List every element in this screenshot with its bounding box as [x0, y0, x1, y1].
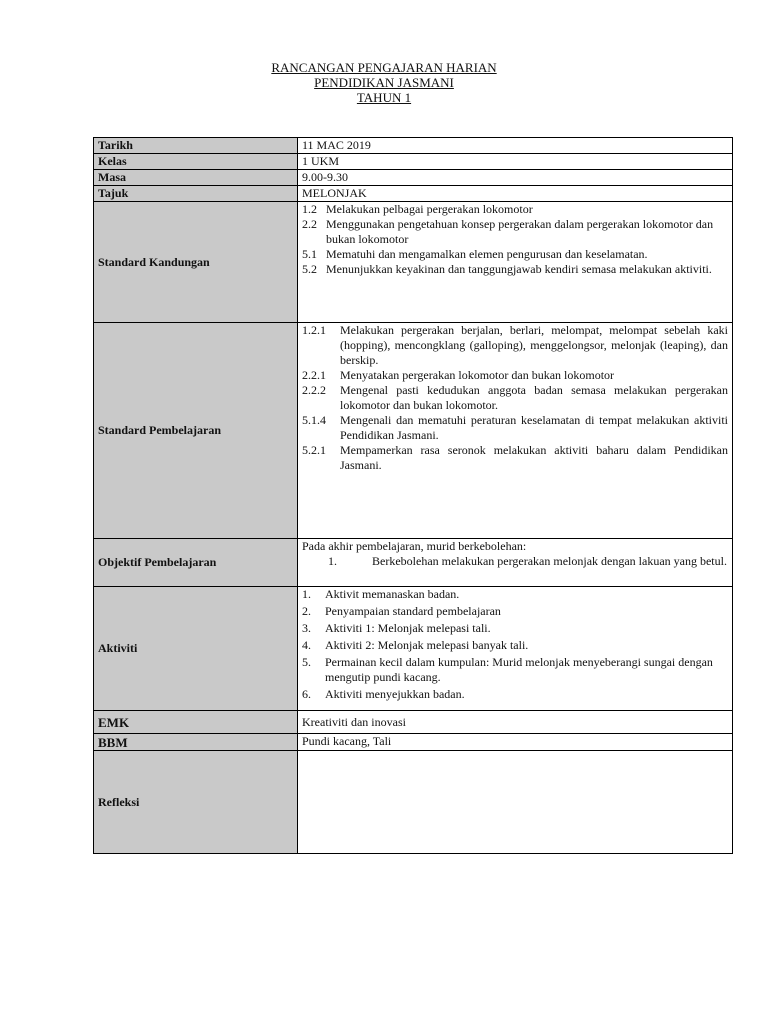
list-item — [302, 202, 728, 217]
label-masa: Masa — [94, 170, 298, 186]
row-aktiviti — [94, 587, 733, 711]
standard-kandungan-list — [302, 202, 728, 277]
item-number: 5.2.1 — [302, 443, 326, 457]
value-objektif — [298, 539, 733, 587]
doc-title: RANCANGAN PENGAJARAN HARIAN — [271, 60, 497, 75]
label-tarikh: Tarikh — [94, 138, 298, 154]
row-standard-kandungan — [94, 202, 733, 323]
label-objektif: Objektif Pembelajaran — [94, 539, 298, 587]
label-standard-pembelajaran: Standard Pembelajaran — [94, 323, 298, 539]
row-kelas — [94, 154, 733, 170]
item-text: Menggunakan pengetahuan konsep pergerakan dalam pergerakan lokomotor dan bukan lokomotor — [326, 217, 714, 246]
label-emk: EMK — [94, 711, 298, 734]
aktiviti-list — [302, 587, 728, 702]
objektif-list — [302, 554, 728, 569]
label-standard-kandungan: Standard Kandungan — [94, 202, 298, 323]
item-text: Aktivit memanaskan badan. — [325, 587, 460, 601]
item-text: Permainan kecil dalam kumpulan: Murid melonjak menyeberangi sungai dengan mengutip pundi kacang. — [325, 655, 713, 684]
item-number: 1. — [302, 587, 311, 601]
value-aktiviti — [298, 587, 733, 711]
label-kelas: Kelas — [94, 154, 298, 170]
row-refleksi — [94, 751, 733, 854]
item-text: Aktiviti menyejukkan badan. — [325, 687, 465, 701]
objektif-intro: Pada akhir pembelajaran, murid berkebolehan: — [302, 539, 527, 553]
item-number: 5.1 — [302, 247, 317, 261]
label-aktiviti: Aktiviti — [94, 587, 298, 711]
item-text: Melakukan pergerakan berjalan, berlari, melompat, melompat sebelah kaki (hopping), mencongklang (galloping), menggelongsor, melonjak (leaping), dan berskip. — [340, 323, 728, 367]
item-number: 2.2.2 — [302, 383, 326, 397]
list-item — [302, 413, 728, 443]
row-objektif — [94, 539, 733, 587]
label-tajuk: Tajuk — [94, 186, 298, 202]
item-number: 1.2 — [302, 202, 317, 216]
list-item — [302, 368, 728, 383]
list-item — [302, 655, 728, 685]
item-text: Melakukan pelbagai pergerakan lokomotor — [326, 202, 533, 216]
value-emk: Kreativiti dan inovasi — [298, 711, 733, 734]
list-item — [302, 621, 728, 636]
item-text: Mengenal pasti kedudukan anggota badan semasa melakukan pergerakan lokomotor dan bukan lokomotor. — [340, 383, 728, 412]
row-bbm — [94, 734, 733, 751]
lesson-plan-table — [93, 137, 733, 854]
list-item — [302, 604, 728, 619]
row-emk — [94, 711, 733, 734]
item-number: 1.2.1 — [302, 323, 326, 337]
item-text: Menunjukkan keyakinan dan tanggungjawab kendiri semasa melakukan aktiviti. — [326, 262, 712, 276]
item-text: Penyampaian standard pembelajaran — [325, 604, 501, 618]
value-kelas: 1 UKM — [298, 154, 733, 170]
item-text: Mengenali dan mematuhi peraturan keselamatan di tempat melakukan aktiviti Pendidikan Jasmani. — [340, 413, 728, 442]
item-text: Menyatakan pergerakan lokomotor dan bukan lokomotor — [340, 368, 615, 382]
value-standard-pembelajaran — [298, 323, 733, 539]
list-item — [302, 247, 728, 262]
item-number: 6. — [302, 687, 311, 701]
list-item — [302, 587, 728, 602]
item-number: 3. — [302, 621, 311, 635]
value-refleksi — [298, 751, 733, 854]
item-text: Berkebolehan melakukan pergerakan melonjak dengan lakuan yang betul. — [372, 554, 727, 568]
list-item — [302, 323, 728, 368]
item-number: 2.2.1 — [302, 368, 326, 382]
list-item — [302, 687, 728, 702]
item-text: Aktiviti 2: Melonjak melepasi banyak tali. — [325, 638, 529, 652]
row-standard-pembelajaran — [94, 323, 733, 539]
list-item — [302, 554, 728, 569]
list-item — [302, 217, 728, 247]
label-bbm: BBM — [94, 734, 298, 751]
value-tarikh: 11 MAC 2019 — [298, 138, 733, 154]
item-number: 2.2 — [302, 217, 317, 231]
standard-pembelajaran-list — [302, 323, 728, 473]
list-item — [302, 443, 728, 473]
doc-year: TAHUN 1 — [356, 90, 412, 105]
list-item — [302, 383, 728, 413]
value-tajuk: MELONJAK — [298, 186, 733, 202]
value-masa: 9.00-9.30 — [298, 170, 733, 186]
item-number: 5. — [302, 655, 311, 669]
item-number: 5.2 — [302, 262, 317, 276]
list-item — [302, 638, 728, 653]
row-tajuk — [94, 186, 733, 202]
doc-subject: PENDIDIKAN JASMANI — [314, 75, 454, 90]
item-text: Aktiviti 1: Melonjak melepasi tali. — [325, 621, 491, 635]
row-masa — [94, 170, 733, 186]
row-tarikh — [94, 138, 733, 154]
item-number: 2. — [302, 604, 311, 618]
item-number: 5.1.4 — [302, 413, 326, 427]
value-standard-kandungan — [298, 202, 733, 323]
value-bbm: Pundi kacang, Tali — [298, 734, 733, 751]
list-item — [302, 262, 728, 277]
item-number: 4. — [302, 638, 311, 652]
item-text: Mempamerkan rasa seronok melakukan aktiviti baharu dalam Pendidikan Jasmani. — [340, 443, 728, 472]
label-refleksi: Refleksi — [94, 751, 298, 854]
item-text: Mematuhi dan mengamalkan elemen pengurusan dan keselamatan. — [326, 247, 648, 261]
item-number: 1. — [328, 554, 337, 568]
